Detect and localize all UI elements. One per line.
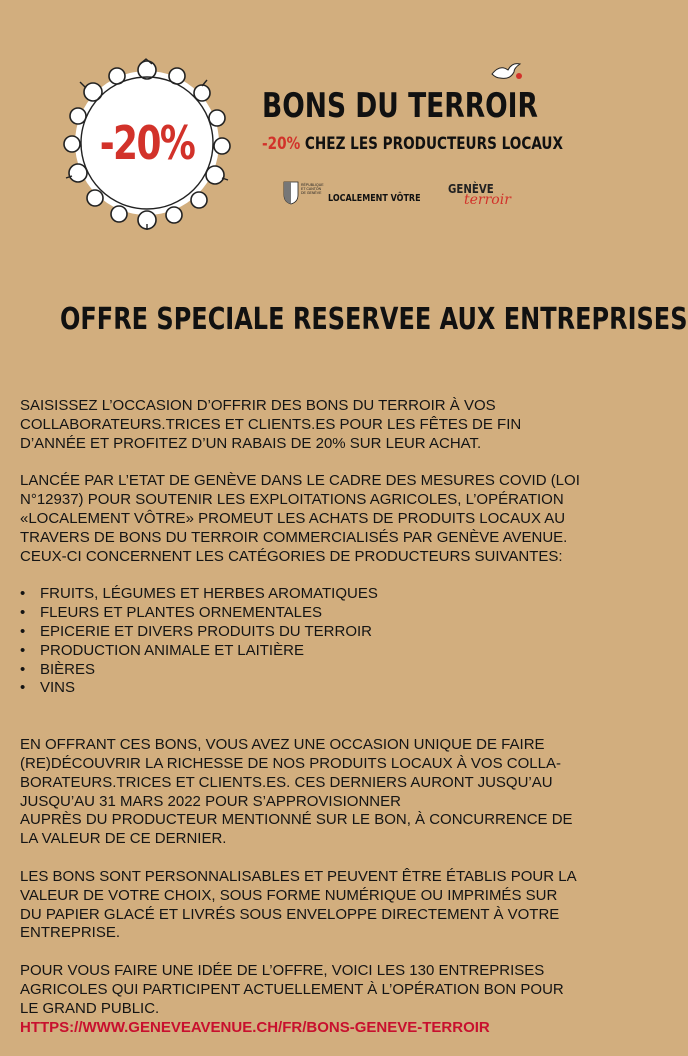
geneva-crest-icon bbox=[283, 181, 299, 205]
list-item: • FLEURS ET PLANTES ORNEMENTALES bbox=[20, 604, 580, 623]
list-item: • VINS bbox=[20, 679, 580, 698]
offer-paragraph: EN OFFRANT CES BONS, VOUS AVEZ UNE OCCASION UNIQUE DE FAIRE (RE)DÉCOUVRIR LA RICHESSE DE NOS PRODUITS LOCAUX À VOS COLLA-BORATEURS.TRICES ET CLIENTS.ES. CES DERNIERS AURONT JUSQU’AU JUSQU’AU 31 MARS 2022 POUR S’APPROVISIONNER bbox=[20, 736, 561, 810]
body-content bbox=[20, 397, 580, 1037]
context-paragraph: LANCÉE PAR L’ETAT DE GENÈVE DANS LE CADRE DES MESURES COVID (LOI N°12937) POUR SOUTENIR LES EXPLOITATIONS AGRICOLES, L’OPÉRATION «LOCALEMENT VÔTRE» PROMEUT LES ACHATS DE PRODUITS LOCAUX AU TRAVERS DE BONS DU TERROIR COMMERCIALISÉS PAR GENÈVE AVENUE. CEUX-CI CONCERNENT LES CATÉGORIES DE PRODUCTEURS SUIVANTES: bbox=[20, 472, 580, 565]
hero-banner bbox=[0, 0, 600, 280]
list-item: • FRUITS, LÉGUMES ET HERBES AROMATIQUES bbox=[20, 585, 580, 604]
offer-headline: OFFRE SPECIALE RESERVEE AUX ENTREPRISES bbox=[60, 302, 688, 337]
category-list bbox=[20, 585, 580, 698]
localement-label: LOCALEMENT VÔTRE bbox=[328, 193, 421, 204]
geneve-avenue-link[interactable]: HTTPS://WWW.GENEVEAVENUE.CH/FR/BONS-GENEVE-TERROIR bbox=[20, 1018, 490, 1036]
personalization-paragraph: LES BONS SONT PERSONNALISABLES ET PEUVENT ÊTRE ÉTABLIS POUR LA VALEUR DE VOTRE CHOIX, SOUS FORME NUMÉRIQUE OU IMPRIMÉS SUR DU PAPIER GLACÉ ET LIVRÉS SOUS ENVELOPPE DIRECTEMENT À VOTRE ENTREPRISE. bbox=[20, 867, 576, 942]
offer-paragraph-continued: AUPRÈS DU PRODUCTEUR MENTIONNÉ SUR LE BON, À CONCURRENCE DE LA VALEUR DE CE DERNIER. bbox=[20, 811, 573, 848]
terroir-logo-text: terroir bbox=[464, 192, 511, 208]
subtitle-text: CHEZ LES PRODUCTEURS LOCAUX bbox=[300, 134, 563, 154]
intro-paragraph: SAISISSEZ L’OCCASION D’OFFRIR DES BONS DU TERROIR À VOS COLLABORATEURS.TRICES ET CLIENTS.ES POUR LES FÊTES DE FIN D’ANNÉE ET PROFITEZ D’UN RABAIS DE 20% SUR LEUR ACHAT. bbox=[20, 397, 522, 452]
list-item: • EPICERIE ET DIVERS PRODUITS DU TERROIR bbox=[20, 623, 580, 642]
subtitle-accent: -20% bbox=[262, 134, 301, 154]
geneve-logo-text: GENÈVE bbox=[448, 182, 494, 196]
list-item: • BIÈRES bbox=[20, 661, 580, 680]
participants-paragraph: POUR VOUS FAIRE UNE IDÉE DE L’OFFRE, VOICI LES 130 ENTREPRISES AGRICOLES QUI PARTICIPENT ACTUELLEMENT À L’OPÉRATION BON POUR LE GRAND PUBLIC. bbox=[20, 962, 564, 1017]
dove-icon bbox=[490, 60, 524, 82]
crest-caption: RÉPUBLIQUE ET CANTON DE GENÈVE bbox=[301, 183, 324, 196]
discount-badge-text: -20% bbox=[99, 116, 195, 170]
subtitle bbox=[262, 134, 563, 154]
list-item: • PRODUCTION ANIMALE ET LAITIÈRE bbox=[20, 642, 580, 661]
page-title: BONS DU TERROIR bbox=[262, 86, 538, 126]
